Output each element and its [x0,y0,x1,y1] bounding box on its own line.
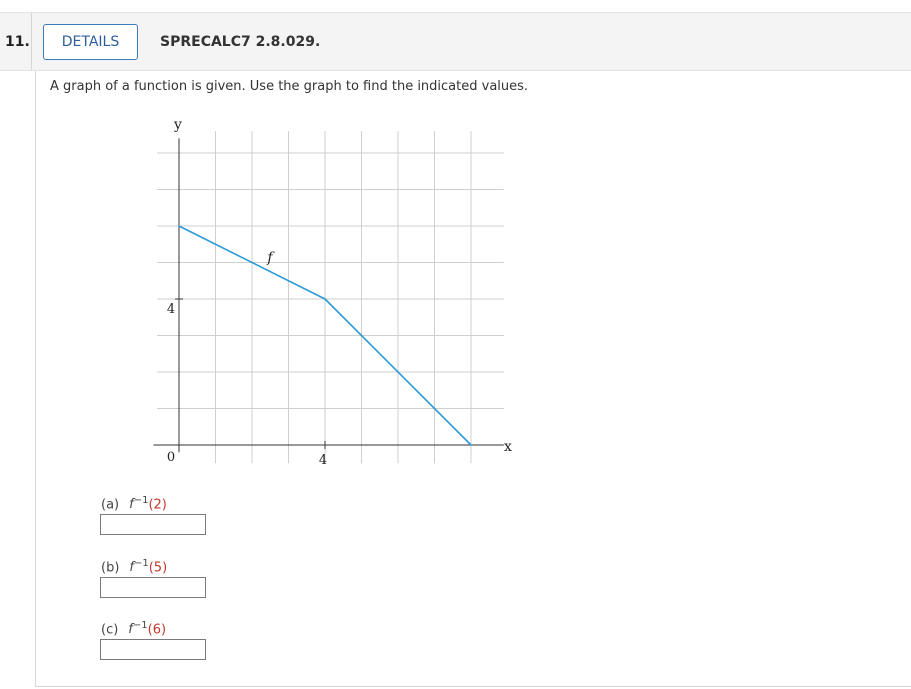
part-a-arg: (2) [148,497,167,513]
question-number: 11. [5,34,30,50]
part-b-func: f [129,560,134,576]
y-axis-label: y [174,117,182,133]
part-c-label [101,620,166,637]
axes [153,138,503,452]
x-tick-label-4: 4 [318,453,328,468]
part-a-func: f [129,497,134,513]
origin-label: 0 [166,450,176,465]
part-c-sup: −1 [132,620,148,631]
part-b-label [101,558,167,575]
part-a-label [101,495,167,512]
part-c-letter: (c) [101,622,119,638]
answer-input-a[interactable] [100,514,206,535]
question-id: SPRECALC7 2.8.029. [160,34,321,50]
x-axis-label: x [504,439,512,455]
details-button[interactable]: DETAILS [43,24,138,60]
answer-input-c[interactable] [100,639,206,660]
question-prompt: A graph of a function is given. Use the graph to find the indicated values. [50,79,529,94]
answer-input-b[interactable] [100,577,206,598]
grid-lines [157,131,504,463]
y-tick-label-4: 4 [166,302,176,317]
part-b-letter: (b) [101,560,120,576]
part-a-letter: (a) [101,497,120,513]
part-a-sup: −1 [133,495,149,506]
part-c-arg: (6) [147,622,167,638]
function-label: f [267,250,273,266]
part-c-func: f [128,622,133,638]
part-b-arg: (5) [148,560,168,576]
part-b-sup: −1 [133,558,149,569]
